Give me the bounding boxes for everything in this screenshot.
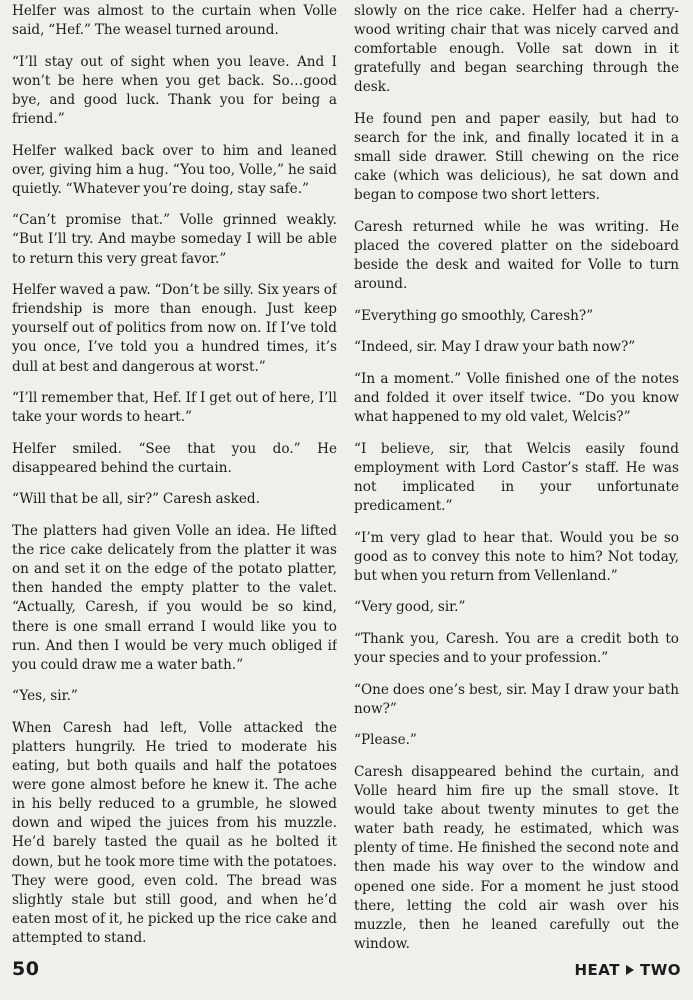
left-column <box>12 2 337 950</box>
paragraph: The platters had given Volle an idea. He lifted the rice cake delicately from the platter it was on and set it on the edge of the potato platter, then handed the empty platter to the valet. “Actually, Caresh, if you would be so kind, there is one small errand I would like you to run. And then I would be very much obliged if you could draw me a water bath.” <box>12 523 337 673</box>
running-head-left: HEAT <box>574 961 620 979</box>
paragraph: “I believe, sir, that Welcis easily found employment with Lord Castor’s staff. He was not implicated in your unfortunate predicament.” <box>354 440 679 515</box>
page-number: 50 <box>12 958 40 980</box>
paragraph: “I’ll remember that, Hef. If I get out of here, I’ll take your words to heart.” <box>12 390 337 426</box>
running-head <box>574 961 681 979</box>
paragraph: “One does one’s best, sir. May I draw your bath now?” <box>354 681 679 717</box>
paragraph: Helfer smiled. “See that you do.” He disappeared behind the curtain. <box>12 440 337 476</box>
paragraph: He found pen and paper easily, but had to search for the ink, and finally located it in a small side drawer. Still chewing on the rice cake (which was delicious), he sat down and began to compose two short letters. <box>354 110 679 204</box>
paragraph: “In a moment.” Volle finished one of the notes and folded it over itself twice. “Do you know what happened to my old valet, Welcis?” <box>354 371 679 426</box>
paragraph: “Indeed, sir. May I draw your bath now?” <box>354 339 636 356</box>
paragraph: “I’m very glad to hear that. Would you be so good as to convey this note to him? Not today, but when you return from Vellenland.” <box>354 529 679 584</box>
paragraph: When Caresh had left, Volle attacked the platters hungrily. He tried to moderate his eating, but both quails and half the potatoes were gone almost before he knew it. The ache in his belly reduced to a grumble, he slowed down and wiped the juices from his muzzle. He’d barely tasted the quail as he bolted it down, but he took more time with the potatoes. They were good, even cold. The bread was slightly stale but still good, and when he’d eaten most of it, he picked up the rice cake and attempted to stand. <box>12 719 337 946</box>
paragraph: “I’ll stay out of sight when you leave. And I won’t be here when you get back. So…good bye, and good luck. Thank you for being a friend.” <box>12 53 337 127</box>
right-column <box>354 2 679 950</box>
paragraph: “Everything go smoothly, Caresh?” <box>354 307 594 324</box>
paragraph: “Can’t promise that.” Volle grinned weakly. “But I’ll try. And maybe someday I will be able to return this very great favor.” <box>12 212 337 267</box>
paragraph: “Will that be all, sir?” Caresh asked. <box>12 491 260 508</box>
paragraph: Helfer waved a paw. “Don’t be silly. Six years of friendship is more than enough. Just keep yourself out of politics from now on. If I’ve told you once, I’ve told you a hundred times, it’s dull at best and dangerous at worst.” <box>12 282 337 375</box>
paragraph: “Very good, sir.” <box>354 599 466 616</box>
paragraph: Caresh disappeared behind the curtain, and Volle heard him fire up the small stove. It would take about twenty minutes to get the water bath ready, he estimated, which was plenty of time. He finished the second note and then made his way over to the window and opened one side. For a moment he just stood there, letting the cold air wash over his muzzle, then he leaned carefully out the window. <box>354 764 679 950</box>
paragraph: “Yes, sir.” <box>12 688 78 705</box>
paragraph: slowly on the rice cake. Helfer had a cherry-wood writing chair that was nicely carved and comfortable enough. Volle sat down in it gratefully and began searching through the desk. <box>354 3 679 96</box>
paragraph: Caresh returned while he was writing. He placed the covered platter on the sideboard beside the desk and waited for Volle to turn around. <box>354 218 679 293</box>
paragraph: Helfer was almost to the curtain when Volle said, “Hef.” The weasel turned around. <box>12 3 337 39</box>
right-triangle-icon <box>626 965 634 975</box>
running-head-right: TWO <box>639 961 681 979</box>
paragraph: “Thank you, Caresh. You are a credit both to your species and to your profession.” <box>354 631 679 667</box>
paragraph: “Please.” <box>354 732 417 749</box>
paragraph: Helfer walked back over to him and leaned over, giving him a hug. “You too, Volle,” he said quietly. “Whatever you’re doing, stay safe.” <box>12 142 337 197</box>
